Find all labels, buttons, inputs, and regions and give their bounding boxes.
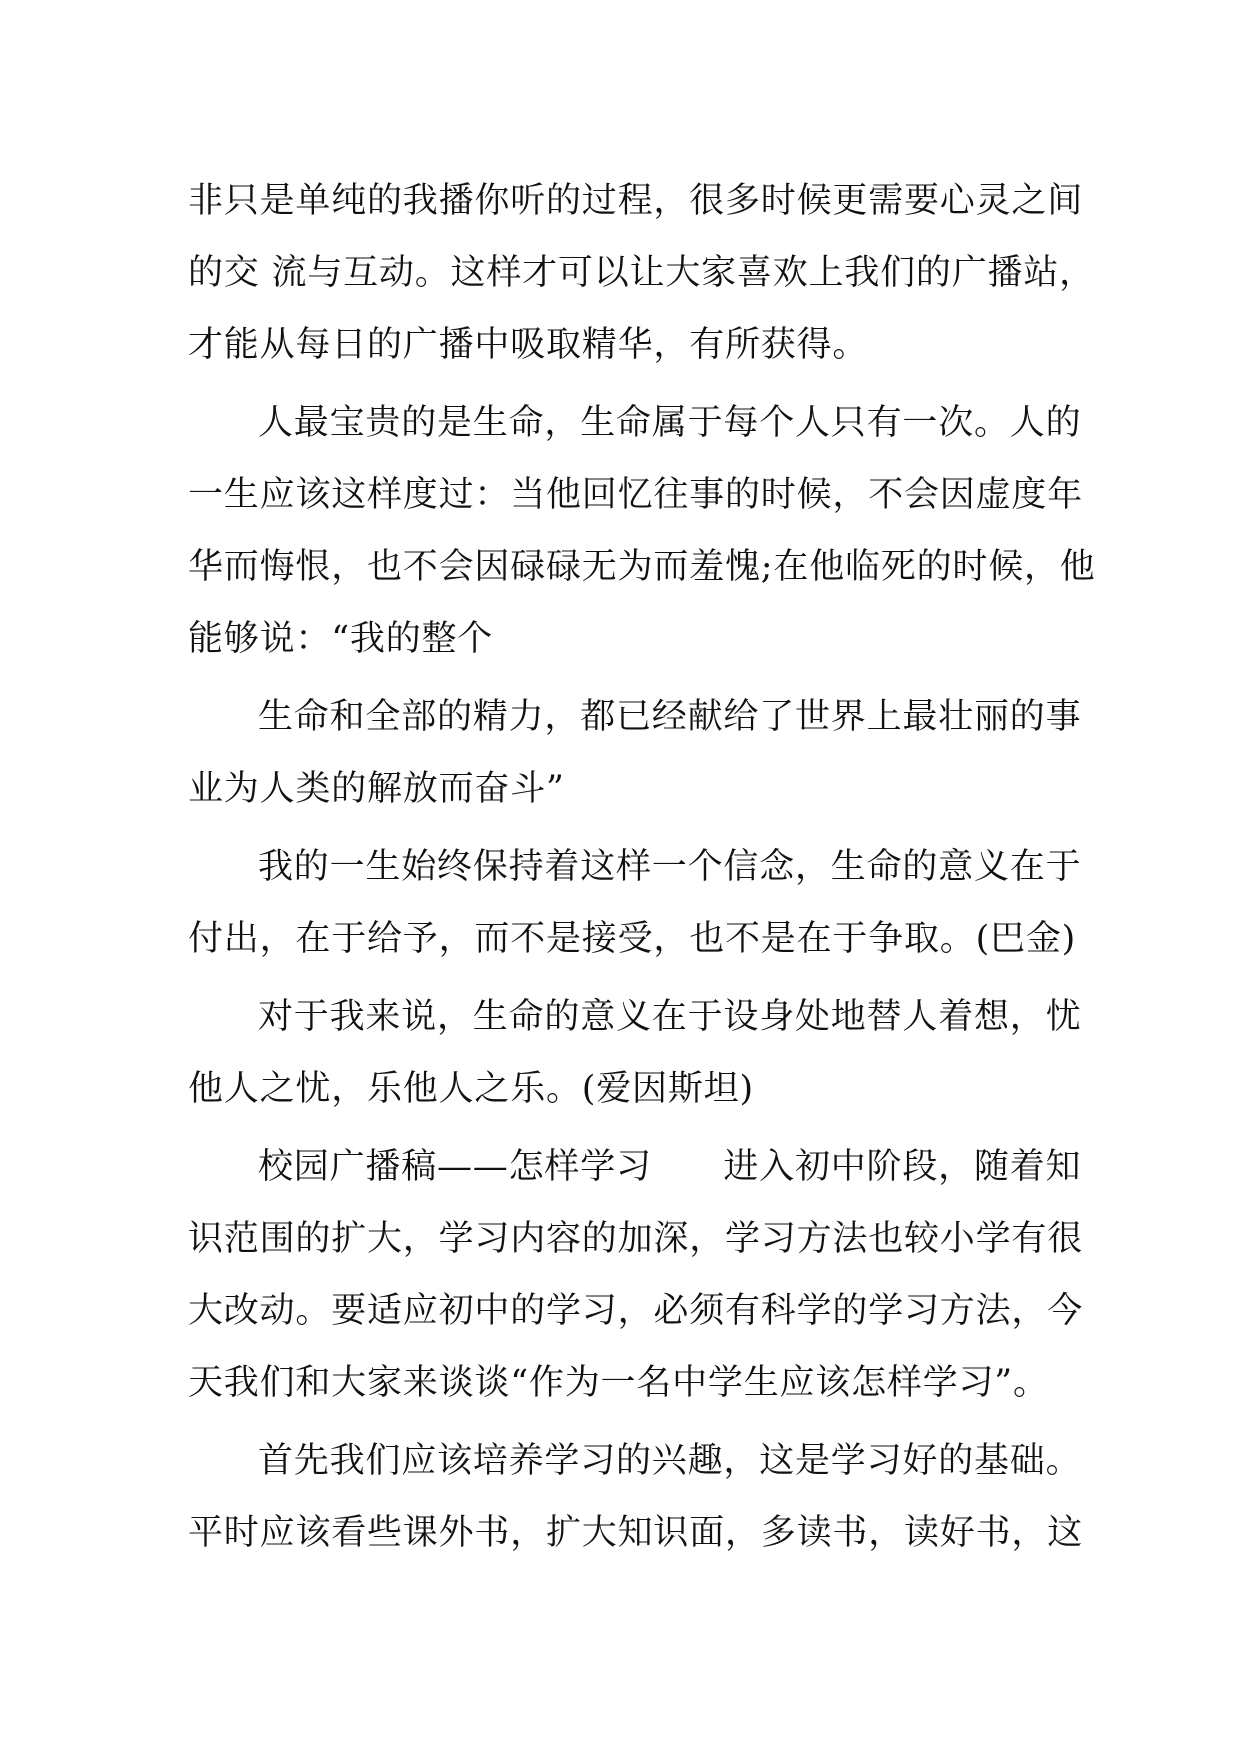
text-line: 对于我来说，生命的意义在于设身处地替人着想，忧 (258, 997, 1082, 1037)
text-line: 才能从每日的广播中吸取精华，有所获得。 (188, 325, 869, 365)
text-line: 首先我们应该培养学习的兴趣，这是学习好的基础。 (258, 1441, 1082, 1481)
text-line: 校园广播稿——怎样学习 进入初中阶段，随着知 (258, 1147, 1082, 1187)
text-line: 天我们和大家来谈谈“作为一名中学生应该怎样学习”。 (188, 1363, 1049, 1403)
text-line: 我的一生始终保持着这样一个信念，生命的意义在于 (258, 847, 1082, 887)
text-line: 一生应该这样度过：当他回忆往事的时候，不会因虚度年 (188, 475, 1084, 515)
text-line: 识范围的扩大，学习内容的加深，学习方法也较小学有很 (188, 1219, 1084, 1259)
text-line: 能够说：“我的整个 (188, 619, 494, 659)
text-line: 非只是单纯的我播你听的过程，很多时候更需要心灵之间 (188, 181, 1084, 221)
text-line: 他人之忧，乐他人之乐。(爱因斯坦) (188, 1069, 754, 1109)
text-line: 华而悔恨，也不会因碌碌无为而羞愧;在他临死的时候，他 (188, 547, 1096, 587)
text-line: 大改动。要适应初中的学习，必须有科学的学习方法，今 (188, 1291, 1084, 1331)
text-line: 人最宝贵的是生命，生命属于每个人只有一次。人的 (258, 403, 1082, 443)
text-line: 生命和全部的精力，都已经献给了世界上最壮丽的事 (258, 697, 1082, 737)
text-line: 的交 流与互动。这样才可以让大家喜欢上我们的广播站， (188, 253, 1095, 293)
text-line: 业为人类的解放而奋斗” (188, 769, 565, 809)
text-line: 平时应该看些课外书，扩大知识面，多读书，读好书，这 (188, 1513, 1084, 1553)
text-line: 付出，在于给予，而不是接受，也不是在于争取。(巴金) (188, 919, 1077, 959)
